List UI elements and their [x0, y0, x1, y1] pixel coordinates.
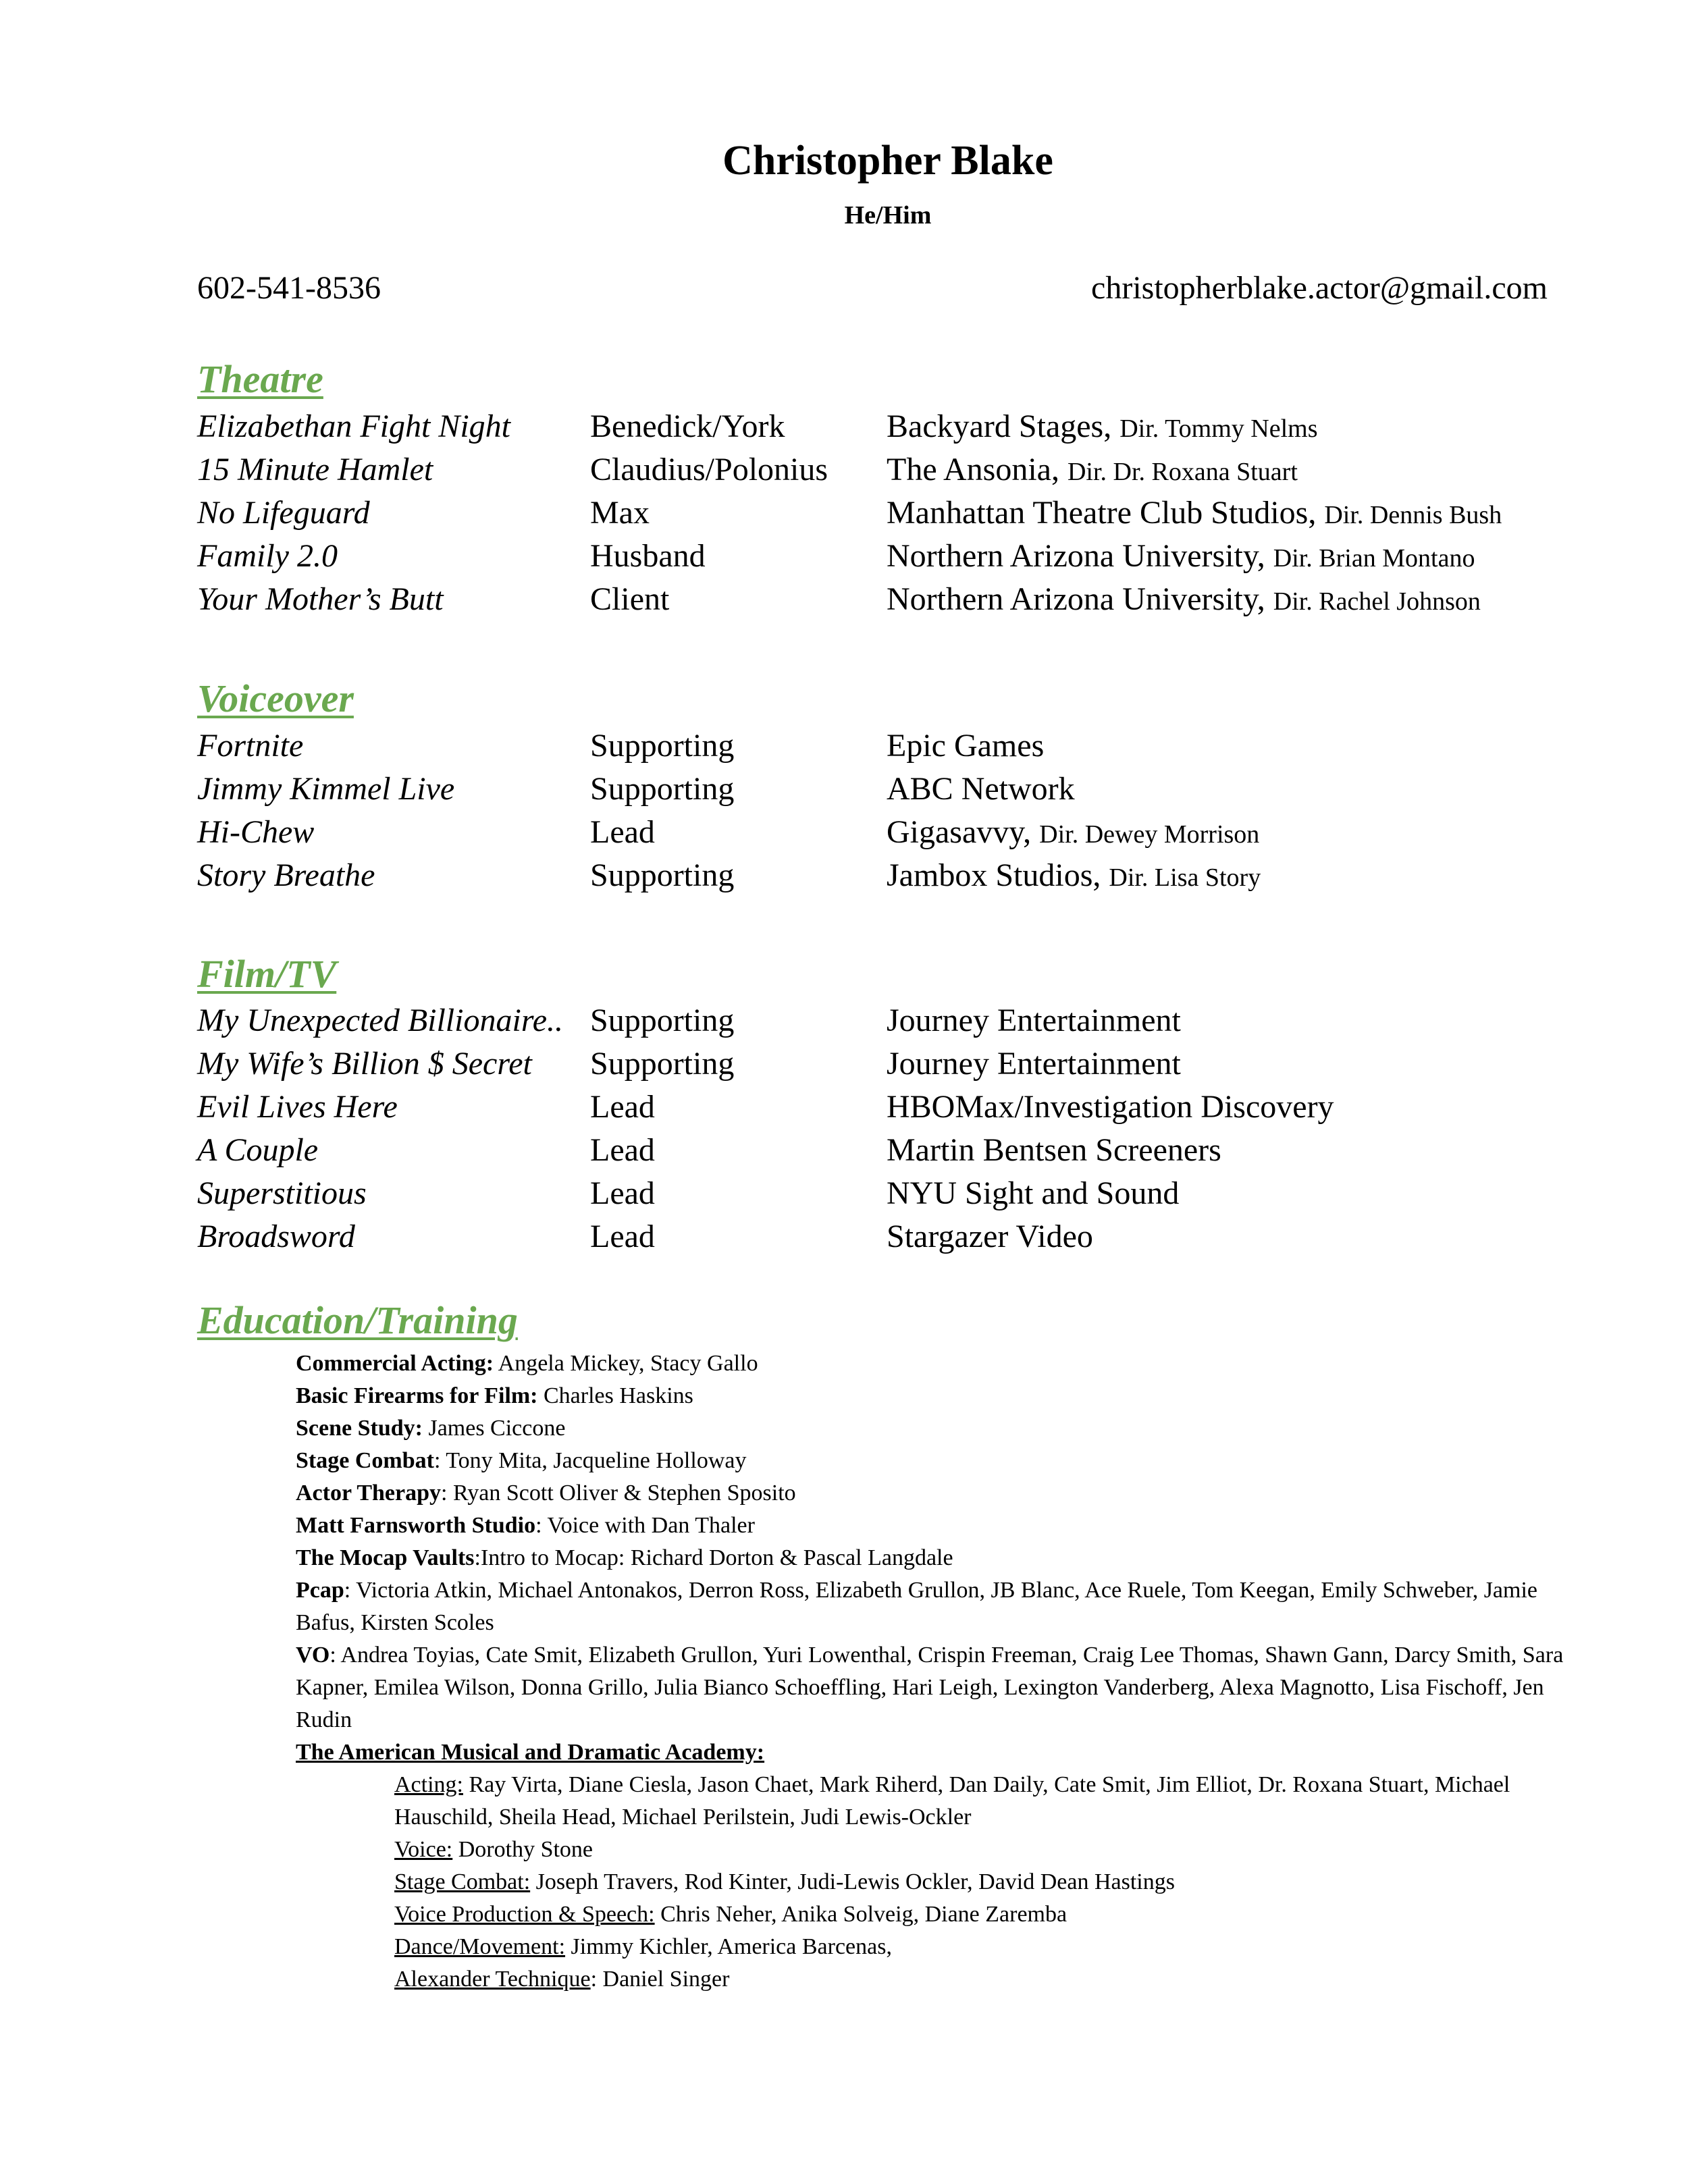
credit-title: Evil Lives Here — [197, 1089, 398, 1125]
academy-item-label: Voice Production & Speech: — [394, 1902, 655, 1927]
director: Dir. Rachel Johnson — [1273, 587, 1481, 616]
credit-role: Supporting — [590, 728, 735, 764]
credit-row — [0, 491, 1688, 535]
credit-row — [0, 1129, 1688, 1172]
training-text: :Intro to Mocap: Richard Dorton & Pascal Langdale — [474, 1545, 953, 1570]
credit-role: Supporting — [590, 771, 735, 807]
academy-heading — [296, 1736, 1579, 1769]
training-label: Commercial Acting: — [296, 1351, 494, 1376]
resume-name: Christopher Blake — [722, 138, 1053, 184]
credit-venue — [887, 578, 1481, 623]
director: Dir. Dr. Roxana Stuart — [1067, 458, 1298, 486]
academy-item — [394, 1898, 1583, 1931]
academy-label: The American Musical and Dramatic Academy: — [296, 1740, 765, 1765]
training-text: : Voice with Dan Thaler — [535, 1513, 755, 1538]
venue-name: Jambox Studios, — [887, 857, 1101, 893]
training-item — [296, 1510, 1579, 1542]
academy-item — [394, 1769, 1583, 1834]
training-item — [296, 1445, 1579, 1477]
training-text: James Ciccone — [422, 1416, 566, 1441]
credit-venue: NYU Sight and Sound — [887, 1175, 1180, 1211]
academy-item — [394, 1834, 1583, 1866]
training-label: Matt Farnsworth Studio — [296, 1513, 536, 1538]
credit-row — [0, 811, 1688, 854]
credit-venue — [887, 405, 1318, 450]
credit-venue — [887, 491, 1502, 537]
training-text: : Victoria Atkin, Michael Antonakos, Derron Ross, Elizabeth Grullon, JB Blanc, Ace Ruele, Tom Keegan, Emily Schweber, Jamie Bafus, Kirsten Scoles — [296, 1578, 1538, 1635]
credit-role: Supporting — [590, 1046, 735, 1082]
academy-item-text: Jimmy Kichler, America Barcenas, — [565, 1934, 892, 1959]
training-label: Stage Combat — [296, 1448, 434, 1473]
training-text: Charles Haskins — [537, 1383, 693, 1408]
credit-row — [0, 724, 1688, 768]
venue-name: Gigasavvy, — [887, 814, 1032, 850]
credit-role: Client — [590, 581, 670, 617]
training-text: Angela Mickey, Stacy Gallo — [494, 1351, 758, 1376]
credit-venue — [887, 854, 1261, 899]
credit-venue — [887, 448, 1298, 494]
credit-venue: Stargazer Video — [887, 1219, 1093, 1254]
credit-row — [0, 535, 1688, 578]
credit-title: Jimmy Kimmel Live — [197, 771, 455, 807]
credit-row — [0, 999, 1688, 1042]
academy-item-text: Joseph Travers, Rod Kinter, Judi-Lewis Ockler, David Dean Hastings — [530, 1869, 1175, 1894]
credit-role: Lead — [590, 1175, 655, 1211]
credit-venue: ABC Network — [887, 771, 1075, 807]
training-label: The Mocap Vaults — [296, 1545, 475, 1570]
director: Dir. Dewey Morrison — [1039, 820, 1260, 849]
credit-title: My Unexpected Billionaire.. — [197, 1003, 564, 1038]
credit-row — [0, 405, 1688, 448]
training-item — [296, 1639, 1579, 1736]
credit-role: Lead — [590, 1219, 655, 1254]
training-label: Basic Firearms for Film: — [296, 1383, 538, 1408]
credit-role: Husband — [590, 538, 706, 574]
email-address: christopherblake.actor@gmail.com — [1091, 270, 1548, 306]
academy-item-label: Dance/Movement: — [394, 1934, 566, 1959]
academy-item-label: Voice: — [394, 1837, 453, 1862]
credit-role: Supporting — [590, 857, 735, 893]
credit-row — [0, 578, 1688, 621]
venue-name: Manhattan Theatre Club Studios, — [887, 495, 1317, 531]
credit-title: Story Breathe — [197, 857, 375, 893]
credit-venue — [887, 535, 1475, 580]
director: Dir. Lisa Story — [1109, 863, 1261, 892]
credit-title: Your Mother’s Butt — [197, 581, 444, 617]
credit-row — [0, 1172, 1688, 1215]
academy-item — [394, 1931, 1583, 1963]
training-item — [296, 1477, 1579, 1510]
venue-name: The Ansonia, — [887, 452, 1059, 487]
credit-title: No Lifeguard — [197, 495, 370, 531]
credit-row — [0, 1042, 1688, 1086]
academy-item-label: Alexander Technique — [394, 1967, 591, 1992]
academy-item-label: Acting: — [394, 1772, 463, 1797]
phone-number: 602-541-8536 — [197, 270, 381, 306]
credit-title: Family 2.0 — [197, 538, 338, 574]
director: Dir. Dennis Bush — [1324, 501, 1502, 529]
credit-role: Lead — [590, 1089, 655, 1125]
venue-name: Backyard Stages, — [887, 408, 1112, 444]
credit-row — [0, 1215, 1688, 1258]
section-title-education: Education/Training — [197, 1298, 518, 1342]
academy-item-text: : Daniel Singer — [590, 1967, 730, 1992]
training-text: : Tony Mita, Jacqueline Holloway — [433, 1448, 747, 1473]
training-item — [296, 1348, 1579, 1380]
credit-role: Lead — [590, 814, 655, 850]
section-title-theatre: Theatre — [197, 357, 323, 401]
training-item — [296, 1542, 1579, 1574]
director: Dir. Tommy Nelms — [1119, 415, 1318, 443]
credit-row — [0, 768, 1688, 811]
credit-title: My Wife’s Billion $ Secret — [197, 1046, 532, 1082]
pronouns: He/Him — [844, 201, 932, 230]
credit-title: A Couple — [197, 1132, 319, 1168]
credit-title: Hi-Chew — [197, 814, 315, 850]
training-label: VO — [296, 1643, 330, 1668]
credit-row — [0, 1086, 1688, 1129]
training-item — [296, 1380, 1579, 1412]
training-label: Scene Study: — [296, 1416, 423, 1441]
credit-venue: Epic Games — [887, 728, 1045, 764]
training-label: Pcap — [296, 1578, 344, 1603]
credit-role: Supporting — [590, 1003, 735, 1038]
credit-role: Benedick/York — [590, 408, 785, 444]
credit-venue — [887, 811, 1259, 856]
academy-item-label: Stage Combat: — [394, 1869, 531, 1894]
section-title-voiceover: Voiceover — [197, 676, 354, 720]
credit-role: Max — [590, 495, 650, 531]
training-item — [296, 1574, 1579, 1639]
credit-venue: Journey Entertainment — [887, 1003, 1181, 1038]
credit-title: 15 Minute Hamlet — [197, 452, 433, 487]
credit-venue: HBOMax/Investigation Discovery — [887, 1089, 1334, 1125]
credit-row — [0, 854, 1688, 897]
training-text: : Andrea Toyias, Cate Smit, Elizabeth Grullon, Yuri Lowenthal, Crispin Freeman, Craig Lee Thomas, Shawn Gann, Darcy Smith, Sara Kapner, Emilea Wilson, Donna Grillo, Julia Bianco Schoeffling, Hari Leigh, Lexington Vanderberg, Alexa Magnotto, Lisa Fischoff, Jen Rudin — [296, 1643, 1564, 1732]
academy-item-text: Dorothy Stone — [452, 1837, 594, 1862]
credit-role: Lead — [590, 1132, 655, 1168]
training-label: Actor Therapy — [296, 1481, 442, 1506]
academy-item-text: Ray Virta, Diane Ciesla, Jason Chaet, Mark Riherd, Dan Daily, Cate Smit, Jim Elliot, Dr. Roxana Stuart, Michael Hauschild, Sheila Head, Michael Perilstein, Judi Lewis-Ockler — [394, 1772, 1510, 1830]
credit-row — [0, 448, 1688, 491]
director: Dir. Brian Montano — [1273, 544, 1475, 572]
credit-venue: Martin Bentsen Screeners — [887, 1132, 1221, 1168]
credit-role: Claudius/Polonius — [590, 452, 828, 487]
academy-item — [394, 1866, 1583, 1898]
credit-venue: Journey Entertainment — [887, 1046, 1181, 1082]
venue-name: Northern Arizona University, — [887, 538, 1265, 574]
academy-item — [394, 1963, 1583, 1996]
training-text: : Ryan Scott Oliver & Stephen Sposito — [441, 1481, 796, 1506]
credit-title: Fortnite — [197, 728, 304, 764]
academy-item-text: Chris Neher, Anika Solveig, Diane Zaremba — [654, 1902, 1067, 1927]
credit-title: Elizabethan Fight Night — [197, 408, 510, 444]
credit-title: Superstitious — [197, 1175, 367, 1211]
credit-title: Broadsword — [197, 1219, 355, 1254]
venue-name: Northern Arizona University, — [887, 581, 1265, 617]
section-title-film-tv: Film/TV — [197, 952, 337, 996]
training-item — [296, 1412, 1579, 1445]
